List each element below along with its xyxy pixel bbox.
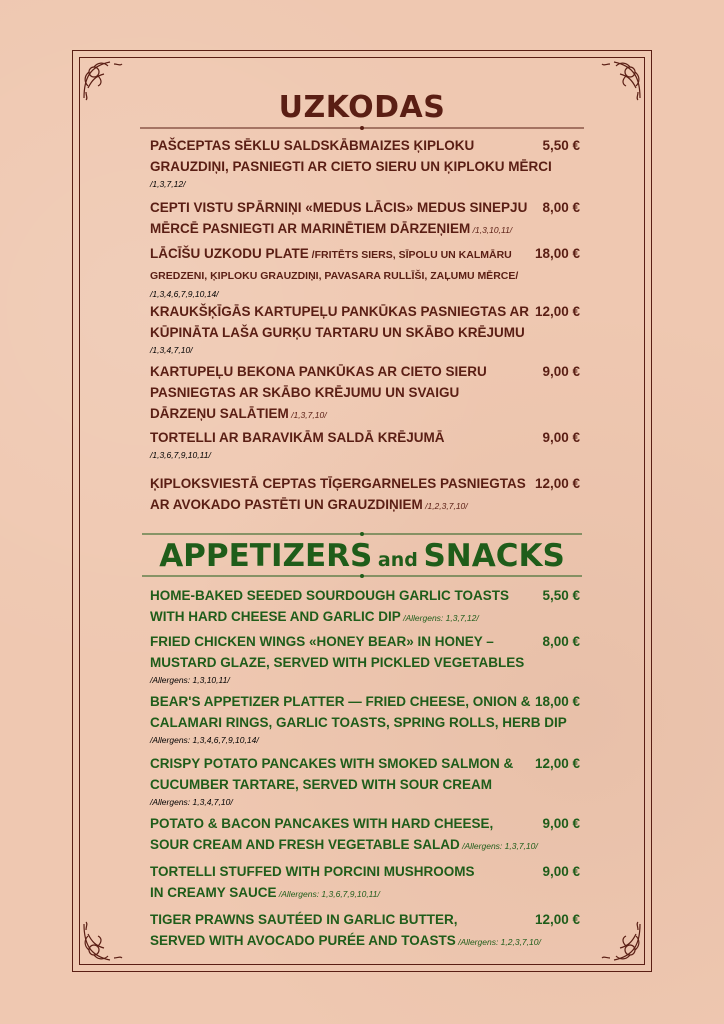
menu-item-text: CUCUMBER TARTARE, SERVED WITH SOUR CREAM bbox=[150, 777, 493, 792]
menu-item-text: CEPTI VISTU SPĀRNIŅI «MEDUS LĀCIS» MEDUS SINEPJU bbox=[150, 200, 528, 215]
allergen-codes: /Allergens: 1,3,4,6,7,9,10,14/ bbox=[150, 735, 259, 745]
menu-item-name-line bbox=[150, 382, 580, 403]
menu-item-text: GRAUZDIŅI, PASNIEGTI AR CIETO SIERU UN ĶIPLOKU MĒRCI bbox=[150, 159, 552, 174]
menu-item-name-line bbox=[150, 813, 580, 834]
menu-item-name-line bbox=[150, 930, 580, 953]
menu-item-name-line bbox=[150, 243, 580, 266]
allergen-codes: /1,2,3,7,10/ bbox=[422, 501, 468, 511]
menu-item-price: 9,00 € bbox=[542, 364, 580, 379]
menu-item bbox=[150, 135, 580, 191]
menu-item-name-line bbox=[150, 494, 580, 517]
menu-item-text: DĀRZEŅU SALĀTIEM bbox=[150, 406, 289, 421]
menu-item-price: 12,00 € bbox=[534, 756, 580, 771]
menu-item bbox=[150, 427, 580, 462]
menu-item-text: KARTUPEĻU BEKONA PANKŪKAS AR CIETO SIERU bbox=[150, 364, 487, 379]
allergen-codes: /Allergens: 1,3,10,11/ bbox=[150, 675, 230, 685]
menu-item-name-line bbox=[150, 753, 580, 774]
menu-item-text: TIGER PRAWNS SAUTÉED IN GARLIC BUTTER, bbox=[150, 912, 458, 927]
menu-item-name-line bbox=[150, 882, 580, 905]
allergen-codes: /1,3,7,12/ bbox=[150, 179, 186, 189]
menu-item-text: TORTELLI STUFFED WITH PORCINI MUSHROOMS bbox=[150, 864, 475, 879]
menu-item-price: 12,00 € bbox=[534, 476, 580, 491]
menu-item-price: 12,00 € bbox=[534, 304, 580, 319]
corner-ornament-icon bbox=[80, 918, 126, 964]
menu-item bbox=[150, 753, 580, 809]
menu-item-price: 5,50 € bbox=[542, 588, 580, 603]
menu-item bbox=[150, 909, 580, 953]
menu-item-name-line bbox=[150, 361, 580, 382]
menu-item-text: GREDZENI, ĶIPLOKU GRAUZDIŅI, PAVASARA RULLĪŠI, ZAĻUMU MĒRCE/ bbox=[150, 270, 519, 282]
allergen-codes: /Allergens: 1,3,4,7,10/ bbox=[150, 797, 233, 807]
section-title-latvian: UZKODAS bbox=[278, 90, 446, 125]
title-word-appetizers: APPETIZERS bbox=[159, 538, 373, 574]
menu-item bbox=[150, 301, 580, 357]
menu-item-description: /FRITĒTS SIERS, SĪPOLU UN KALMĀRU bbox=[308, 249, 512, 261]
menu-item-text: IN CREAMY SAUCE bbox=[150, 885, 277, 900]
menu-item-text: FRIED CHICKEN WINGS «HONEY BEAR» IN HONEY – bbox=[150, 634, 494, 649]
menu-item bbox=[150, 631, 580, 687]
menu-item-name-line bbox=[150, 585, 580, 606]
menu-item-price: 9,00 € bbox=[542, 816, 580, 831]
menu-item-text: POTATO & BACON PANCAKES WITH HARD CHEESE, bbox=[150, 816, 494, 831]
section-title-english bbox=[0, 538, 724, 574]
allergen-codes: /1,3,4,6,7,9,10,14/ bbox=[150, 289, 219, 299]
menu-item-name-line bbox=[150, 266, 580, 287]
menu-item-name-line bbox=[150, 606, 580, 629]
allergen-codes: /1,3,4,7,10/ bbox=[150, 345, 193, 355]
menu-item-text: MĒRCĒ PASNIEGTI AR MARINĒTIEM DĀRZEŅIEM bbox=[150, 221, 471, 236]
allergen-codes: /1,3,7,10/ bbox=[288, 410, 327, 420]
menu-item-name-line bbox=[150, 631, 580, 652]
allergen-codes: /Allergens: 1,2,3,7,10/ bbox=[455, 937, 541, 947]
menu-item bbox=[150, 473, 580, 517]
menu-item bbox=[150, 691, 580, 747]
allergen-codes: /1,3,6,7,9,10,11/ bbox=[150, 450, 211, 460]
menu-item-price: 9,00 € bbox=[542, 864, 580, 879]
menu-item-text: HOME-BAKED SEEDED SOURDOUGH GARLIC TOASTS bbox=[150, 588, 510, 603]
allergen-codes: /Allergens: 1,3,6,7,9,10,11/ bbox=[276, 889, 380, 899]
title-underline-divider bbox=[140, 124, 584, 132]
menu-item-text: BEAR'S APPETIZER PLATTER — FRIED CHEESE, ONION & bbox=[150, 694, 531, 709]
menu-item bbox=[150, 861, 580, 905]
title-word-snacks: SNACKS bbox=[423, 538, 565, 574]
menu-item bbox=[150, 243, 580, 301]
menu-item-price: 8,00 € bbox=[542, 634, 580, 649]
menu-item bbox=[150, 197, 580, 241]
menu-item-name-line bbox=[150, 473, 580, 494]
menu-item-text: PAŠCEPTAS SĒKLU SALDSKĀBMAIZES ĶIPLOKU bbox=[150, 138, 475, 153]
menu-item-text: TORTELLI AR BARAVIKĀM SALDĀ KRĒJUMĀ bbox=[150, 430, 445, 445]
menu-item-name-line bbox=[150, 652, 580, 673]
menu-item-name-line bbox=[150, 712, 580, 733]
title-word-and: and bbox=[377, 549, 418, 571]
menu-item-name-line bbox=[150, 322, 580, 343]
allergen-codes: /Allergens: 1,3,7,12/ bbox=[400, 613, 479, 623]
menu-item-name-line bbox=[150, 427, 580, 448]
menu-item-text: AR AVOKADO PASTĒTI UN GRAUZDIŅIEM bbox=[150, 497, 423, 512]
menu-item-name-line bbox=[150, 834, 580, 857]
menu-item-name-line bbox=[150, 403, 580, 426]
menu-item-text: MUSTARD GLAZE, SERVED WITH PICKLED VEGETABLES bbox=[150, 655, 525, 670]
menu-item bbox=[150, 361, 580, 426]
menu-item-name-line bbox=[150, 156, 580, 177]
menu-item-name-line bbox=[150, 861, 580, 882]
menu-item-price: 12,00 € bbox=[534, 912, 580, 927]
menu-item-text: KRAUKŠĶĪGĀS KARTUPEĻU PANKŪKAS PASNIEGTAS AR bbox=[150, 304, 530, 319]
menu-item-name-line bbox=[150, 218, 580, 241]
menu-item-text: SOUR CREAM AND FRESH VEGETABLE SALAD bbox=[150, 837, 460, 852]
menu-item-name-line bbox=[150, 774, 580, 795]
menu-item-text: ĶIPLOKSVIESTĀ CEPTAS TĪĢERGARNELES PASNIEGTAS bbox=[150, 476, 526, 491]
menu-item-text: PASNIEGTAS AR SKĀBO KRĒJUMU UN SVAIGU bbox=[150, 385, 460, 400]
menu-item-text: KŪPINĀTA LAŠA GURĶU TARTARU UN SKĀBO KRĒJUMU bbox=[150, 325, 525, 340]
menu-item-text: SERVED WITH AVOCADO PURÉE AND TOASTS bbox=[150, 933, 456, 948]
menu-item-price: 5,50 € bbox=[542, 138, 580, 153]
menu-item-name-line bbox=[150, 197, 580, 218]
menu-item-price: 18,00 € bbox=[534, 246, 580, 261]
menu-item-text: CALAMARI RINGS, GARLIC TOASTS, SPRING ROLLS, HERB DIP bbox=[150, 715, 567, 730]
section-divider-top bbox=[142, 530, 582, 538]
menu-item bbox=[150, 813, 580, 857]
menu-item-name-line bbox=[150, 301, 580, 322]
menu-item-name-line bbox=[150, 691, 580, 712]
allergen-codes: /1,3,10,11/ bbox=[470, 225, 513, 235]
corner-ornament-icon bbox=[598, 918, 644, 964]
menu-item-text: LĀCĪŠU UZKODU PLATE bbox=[150, 246, 309, 261]
menu-item-text: WITH HARD CHEESE AND GARLIC DIP bbox=[150, 609, 401, 624]
menu-item bbox=[150, 585, 580, 629]
section-divider-bottom bbox=[142, 572, 582, 580]
menu-item-price: 18,00 € bbox=[534, 694, 580, 709]
menu-item-text: CRISPY POTATO PANCAKES WITH SMOKED SALMON & bbox=[150, 756, 514, 771]
menu-item-price: 9,00 € bbox=[542, 430, 580, 445]
menu-item-price: 8,00 € bbox=[542, 200, 580, 215]
menu-item-name-line bbox=[150, 135, 580, 156]
allergen-codes: /Allergens: 1,3,7,10/ bbox=[459, 841, 538, 851]
menu-item-name-line bbox=[150, 909, 580, 930]
